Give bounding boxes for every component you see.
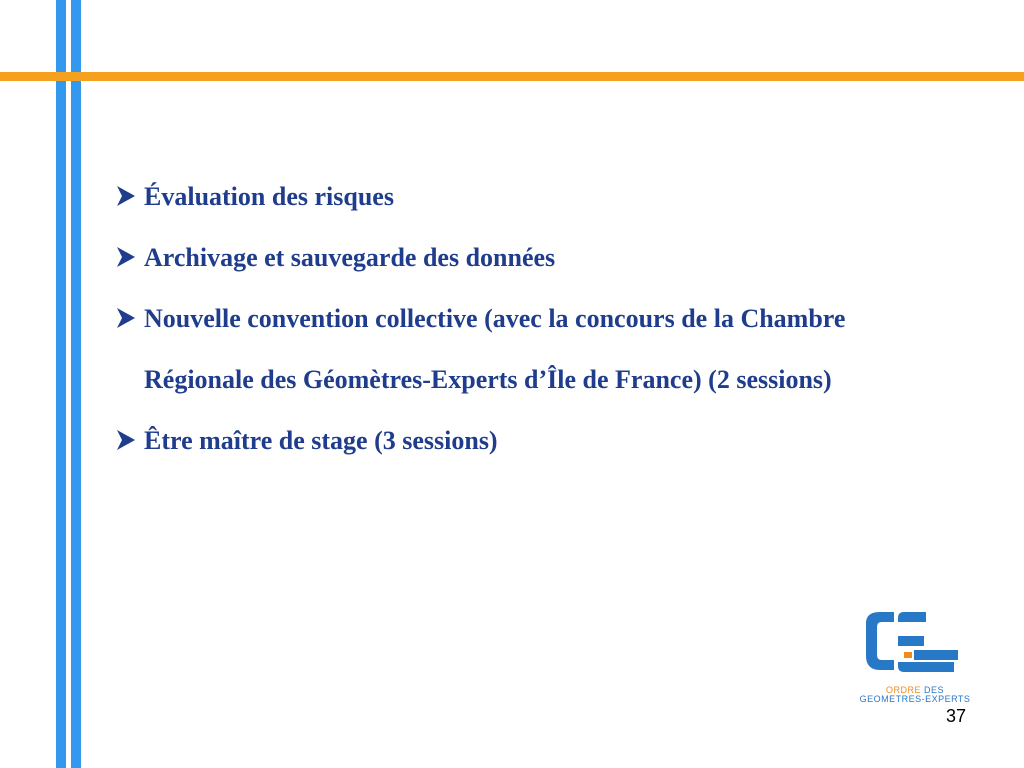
ordre-geometres-experts-logo: [842, 606, 988, 704]
bullet-text: Être maître de stage (3 sessions): [144, 426, 498, 455]
oge-logo-mark-icon: [842, 606, 988, 682]
logo-word-geometres-experts: GEOMETRES-EXPERTS: [859, 694, 971, 704]
bullet-item: [114, 227, 944, 288]
bullet-item: [114, 288, 944, 410]
logo-word-ordre: ORDRE: [885, 685, 921, 695]
page-number: 37: [945, 706, 966, 726]
left-vertical-bar-inner: [71, 0, 81, 768]
bullet-item: [114, 410, 944, 471]
arrowhead-bullet-icon: [114, 166, 138, 227]
arrowhead-bullet-icon: [114, 288, 138, 349]
bullet-text: Évaluation des risques: [144, 182, 394, 211]
left-vertical-bar-outer: [56, 0, 66, 768]
bullet-list: [114, 166, 944, 471]
bullet-text: Archivage et sauvegarde des données: [144, 243, 556, 272]
arrowhead-bullet-icon: [114, 227, 138, 288]
bullet-item: [114, 166, 944, 227]
top-horizontal-bar: [0, 72, 1024, 81]
arrowhead-bullet-icon: [114, 410, 138, 471]
logo-word-des: DES: [924, 685, 945, 695]
bullet-text: Nouvelle convention collective (avec la concours de la Chambre Régionale des Géomètres-Experts d’Île de France) (2 sessions): [144, 304, 846, 394]
logo-text: [842, 686, 988, 704]
